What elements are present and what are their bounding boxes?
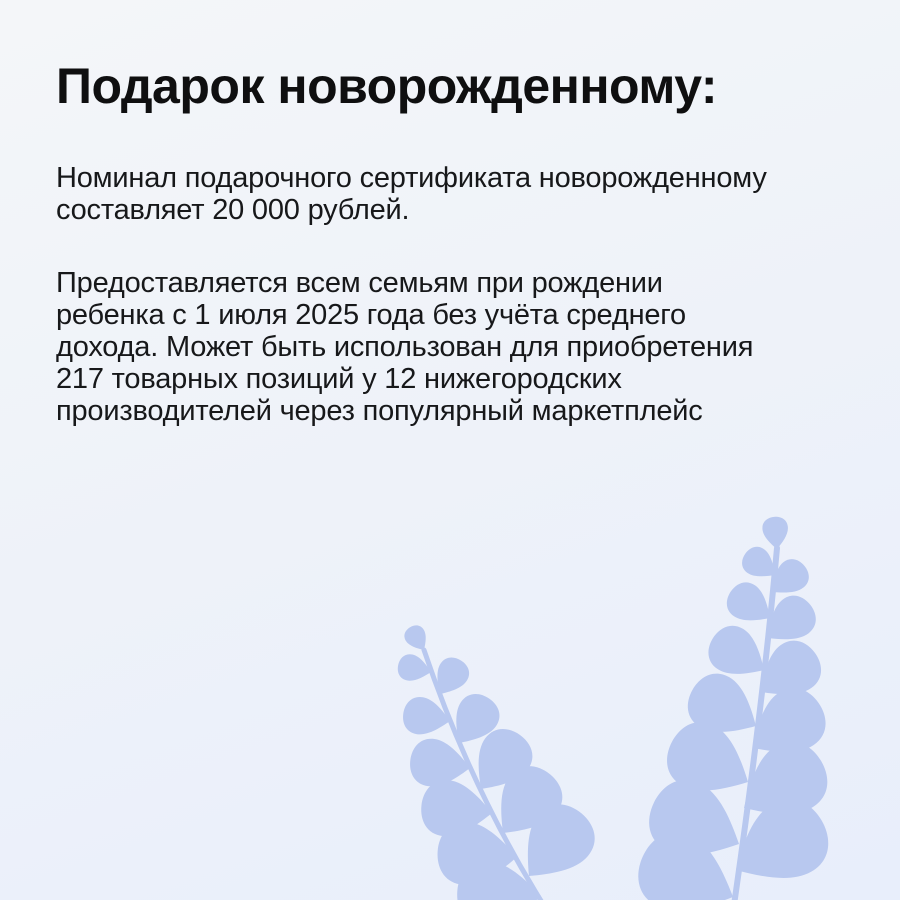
fern-leaf-icon	[400, 694, 453, 739]
fern-leaf-icon	[401, 622, 433, 656]
fern-leaf-icon	[755, 588, 824, 655]
fern-leaf-icon	[761, 516, 789, 550]
fern-leaf-icon	[763, 553, 815, 604]
body-text-line: составляет 20 000 рублей.	[56, 194, 410, 226]
fern-leaf-icon	[720, 576, 780, 633]
fern-branch-left	[395, 622, 606, 900]
fern-leaf-icon	[395, 652, 433, 685]
fern-leaf-icon	[735, 677, 836, 774]
body-paragraph-conditions	[56, 267, 876, 427]
page-title: Подарок новорожденному:	[56, 58, 718, 114]
fern-leaf-icon	[725, 730, 839, 838]
body-text-line: производителей через популярный маркетплейс	[56, 395, 703, 427]
body-text-line: 217 товарных позиций у 12 нижегородских	[56, 363, 622, 395]
fern-leaf-icon	[419, 778, 495, 841]
fern-stem-left-icon	[424, 650, 548, 900]
fern-leaf-icon	[460, 720, 542, 805]
fern-stem-right-icon	[733, 548, 777, 900]
fern-leaf-icon	[427, 652, 474, 702]
body-text-line: дохода. Может быть использован для приобретения	[56, 331, 754, 363]
fern-leaf-icon	[407, 736, 473, 792]
body-paragraph-nominal	[56, 162, 876, 226]
fern-branch-right	[627, 516, 841, 900]
fern-leaf-icon	[480, 755, 573, 851]
fern-leaf-icon	[700, 618, 776, 690]
fern-leaf-icon	[456, 860, 542, 900]
fern-leaf-icon	[656, 712, 764, 812]
fern-leaf-icon	[746, 632, 831, 714]
body-text-line: Предоставляется всем семьям при рождении	[56, 267, 663, 299]
fern-leaf-icon	[441, 687, 506, 755]
fern-leaf-icon	[716, 787, 841, 900]
fern-leaf-icon	[638, 769, 756, 878]
fern-leaf-icon	[737, 542, 784, 587]
body-text-line: ребенка с 1 июля 2025 года без учёта среднего	[56, 299, 686, 331]
fern-leaf-icon	[678, 664, 770, 751]
fern-leaf-icon	[435, 820, 519, 888]
fern-leaf-icon	[504, 793, 606, 897]
body-text-line: Номинал подарочного сертификата новорожденному	[56, 162, 767, 194]
fern-leaf-icon	[627, 821, 749, 900]
